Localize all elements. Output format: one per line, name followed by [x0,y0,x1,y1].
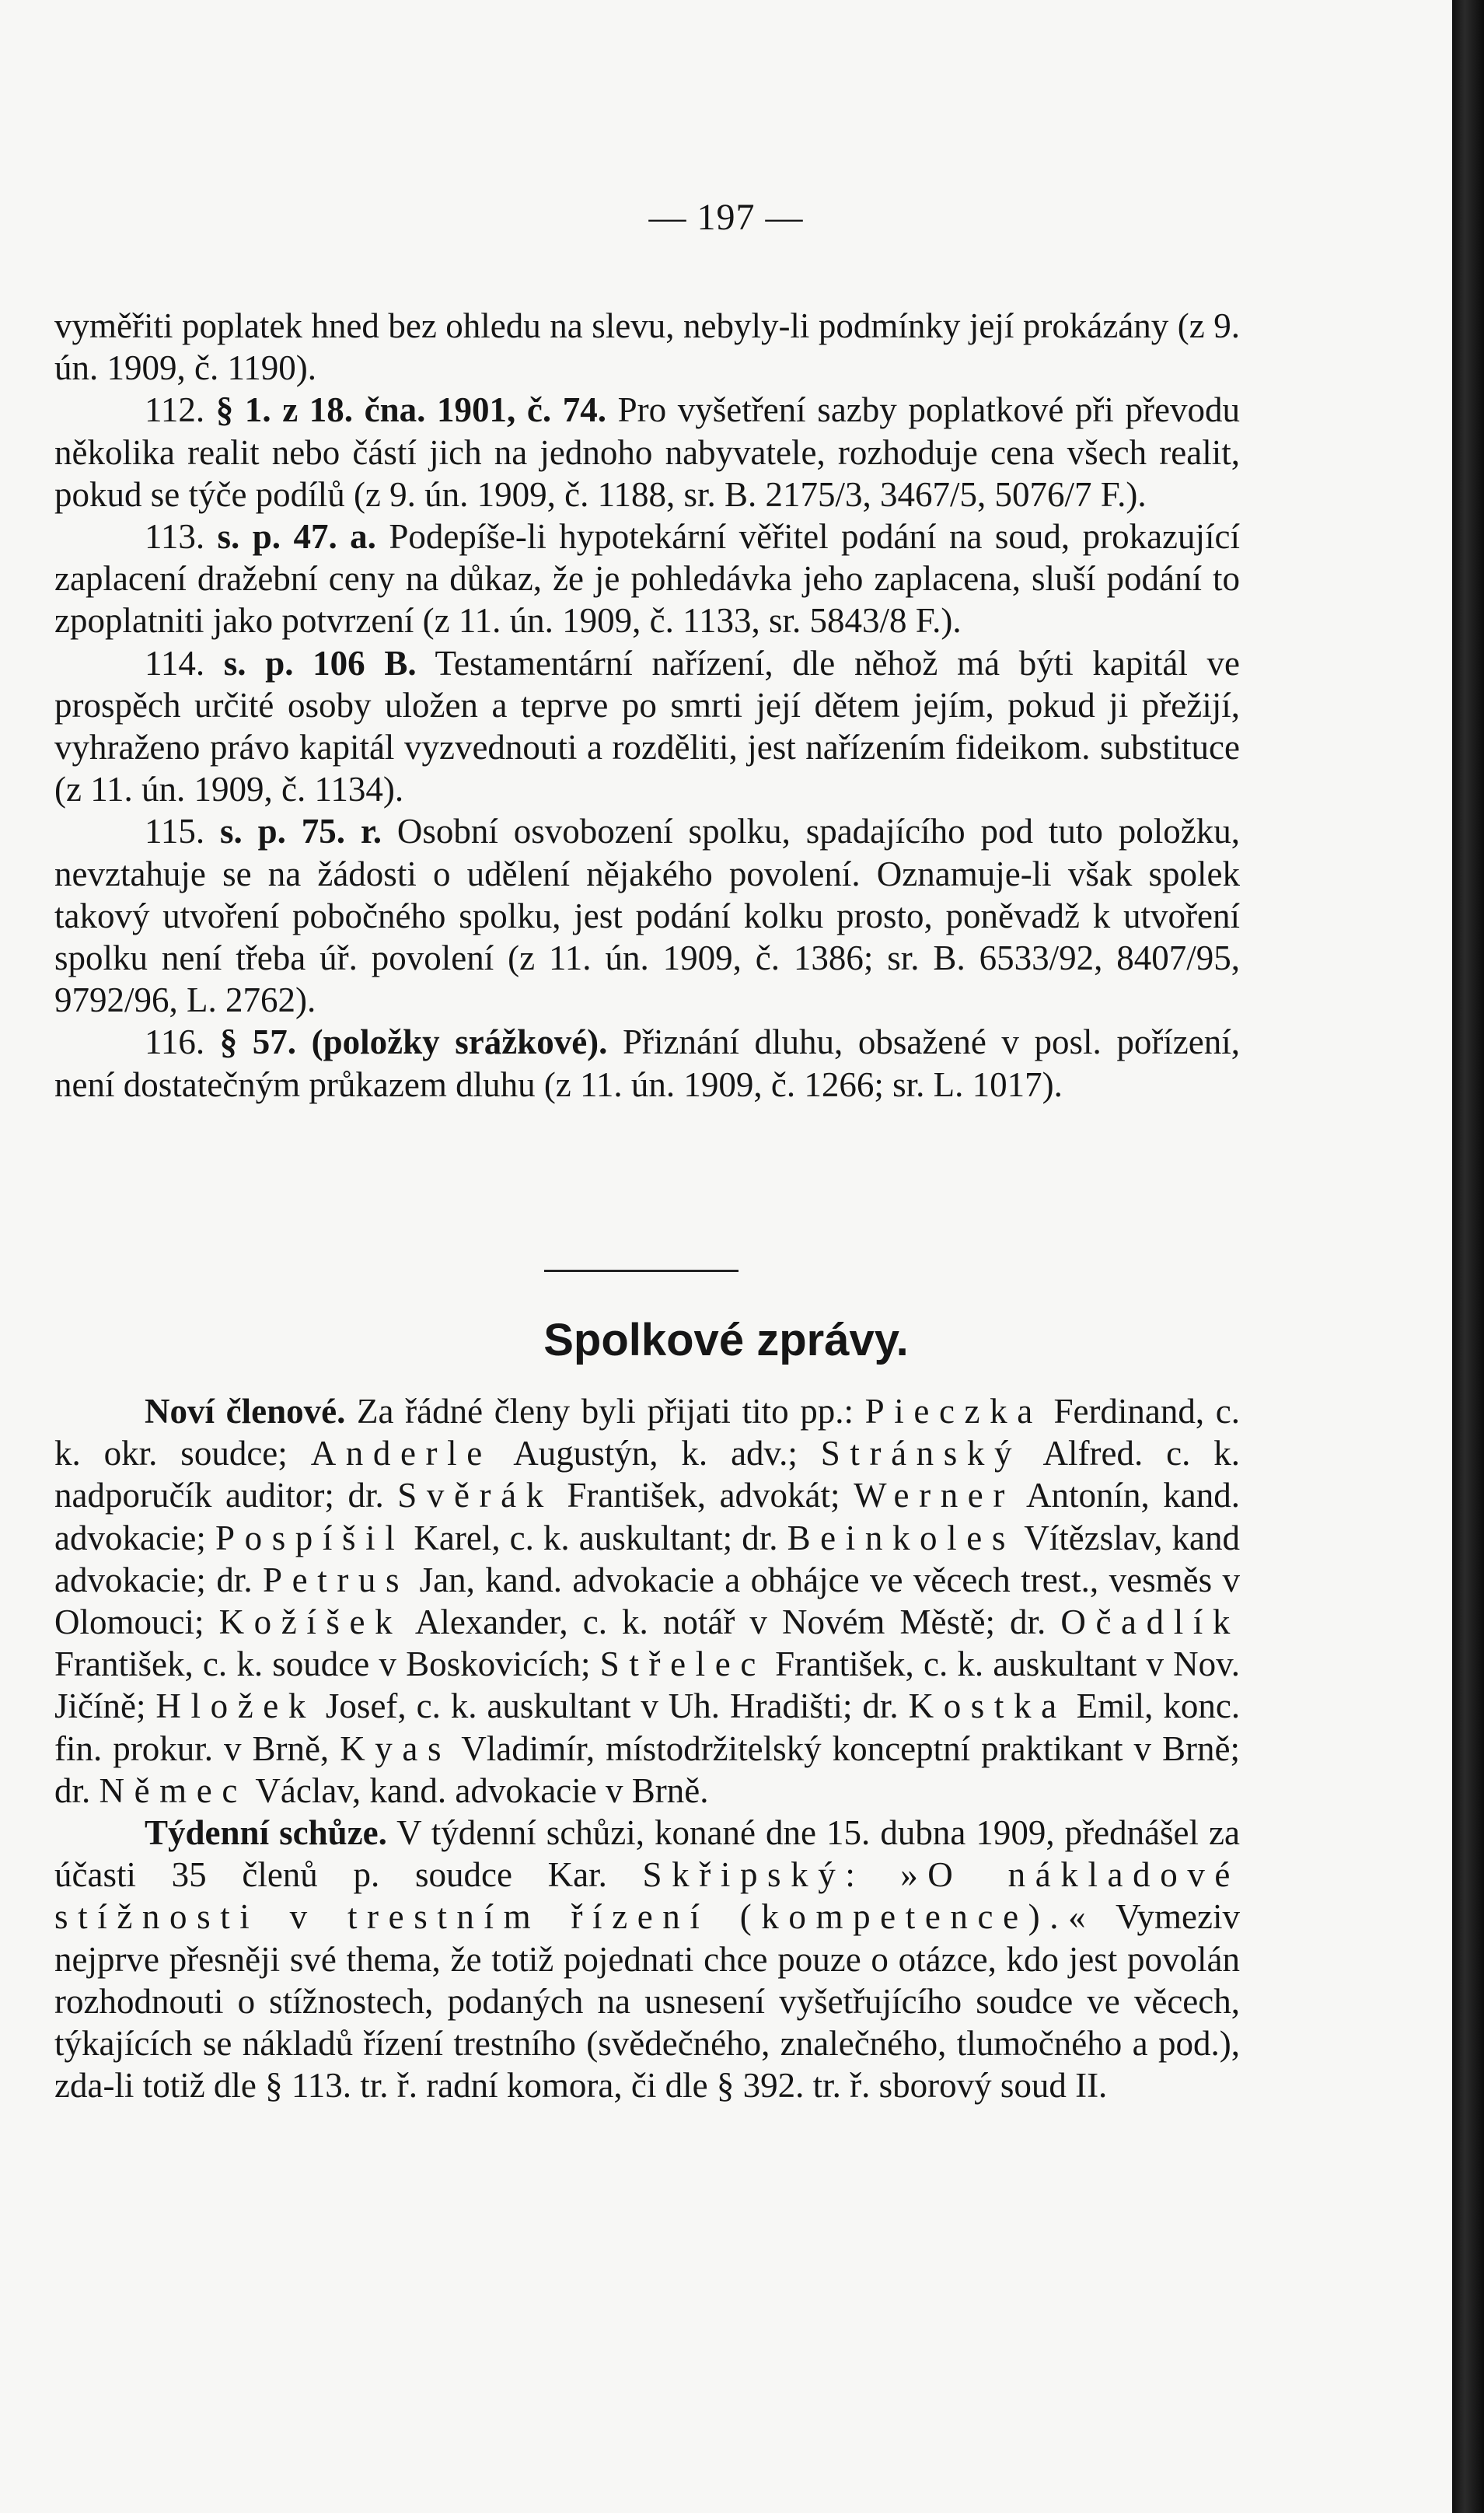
item-reference: s. p. 106 B. [223,643,417,683]
decisions-block [54,305,1240,1106]
text: V týdenní schůzi, konané dne 15. dubna 1909, přednášel za účasti 35 členů p. soudce Kar. [54,1813,1241,1895]
paragraph-115 [54,810,1240,1021]
member-name: Kyas [340,1728,452,1768]
item-number: 115. [145,812,205,851]
item-number: 112. [145,390,205,430]
text: Vítězslav, kand advokacie; dr. [54,1518,1240,1599]
item-reference: § 1. z 18. čna. 1901, č. 74. [215,390,606,430]
member-name: Pieczka [864,1392,1042,1431]
scan-edge [1452,0,1484,2513]
member-name: Svěrák [397,1476,553,1515]
item-number: 114. [145,643,205,683]
lecture-topic: »O nákladové stížnosti v trestním řízení (kompetence).« [54,1855,1241,1937]
paragraph-112 [54,389,1240,516]
paragraph-weekly-meeting [54,1812,1240,2106]
member-name: Kožíšek [218,1603,403,1642]
member-name: Anderle [310,1434,492,1473]
text: Vladimír, místodržitelský konceptní praktikant v Brně; dr. [54,1728,1240,1810]
paragraph-116 [54,1021,1240,1105]
text: Jan, kand. advokacie a obhájce ve věcech trest., vesměs v Olomouci; [54,1560,1241,1642]
member-name: Werner [854,1476,1014,1515]
text: Karel, c. k. auskultant; dr. [414,1518,778,1557]
member-name: Beinkoles [787,1518,1015,1557]
member-name: Petrus [263,1560,410,1599]
item-text: Přiznání dluhu, obsažené v posl. pořízení, není dostatečným průkazem dluhu (z 11. ún. 1909, č. 1266; sr. L. 1017). [54,1022,1241,1104]
text: František, c. k. soudce v Boskovicích; [54,1644,591,1684]
paragraph-lead: Noví členové. [145,1392,346,1431]
item-reference: s. p. 75. r. [219,812,382,851]
text: Alexander, c. k. notář v Novém Městě; dr. [414,1603,1046,1642]
member-name: Kostka [908,1686,1067,1726]
paragraph-new-members [54,1390,1240,1812]
text: Alfred. c. k. nadporučík auditor; dr. [54,1434,1240,1515]
text: Antonín, kand. advokacie; [54,1476,1240,1557]
text: Za řádné členy byli přijati tito pp.: [357,1392,854,1431]
member-name: Střelec [599,1644,766,1684]
member-name: Pospíšil [215,1518,405,1557]
text: Augustýn, k. adv.; [513,1434,798,1473]
text: Josef, c. k. auskultant v Uh. Hradišti; dr. [325,1686,899,1726]
paragraph-intro: vyměřiti poplatek hned bez ohledu na slevu, nebyly-li podmínky její prokázány (z 9. ún. 1909, č. 1190). [54,306,1240,388]
speaker-name: Skřipský: [642,1855,865,1895]
text: Václav, kand. advokacie v Brně. [255,1770,709,1810]
item-text: Osobní osvobození spolku, spadajícího pod tuto položku, nevztahuje se na žádosti o udělení nějakého povolení. Oznamuje-li však spolek takový utvoření pobočného spolku, jest podání kolku prosto, poněvadž k utvoření spolku není třeba úř. povolení (z 11. ún. 1909, č. 1386; sr. B. 6533/92, 8407/95, 9792/96, L. 2762). [54,812,1240,1020]
item-reference: s. p. 47. a. [217,517,376,557]
section-heading: Spolkové zprávy. [543,1315,909,1365]
member-name: Hložek [155,1686,316,1726]
item-text: Testamentární nařízení, dle něhož má býti kapitál ve prospěch určité osoby uložen a teprve po smrti její dětem jejím, pokud ji přežijí, vyhraženo právo kapitál vyzvednouti a rozděliti, jest nařízením fideikom. substituce (z 11. ún. 1909, č. 1134). [54,643,1241,809]
text: František, advokát; [567,1476,840,1515]
member-name: Stránský [820,1434,1022,1473]
page-number: — 197 — [648,197,804,238]
paragraph-lead: Týdenní schůze. [145,1813,387,1853]
item-number: 113. [145,517,205,557]
association-news-block [54,1390,1240,2106]
item-text: Pro vyšetření sazby poplatkové při převodu několika realit nebo částí jich na jednoho nabyvatele, rozhoduje cena všech realit, pokud se týče podílů (z 9. ún. 1909, č. 1188, sr. B. 2175/3, 3467/5, 5076/7 F.). [54,390,1241,514]
paragraph-114 [54,642,1240,811]
text: Ferdinand, c. k. okr. soudce; [54,1392,1241,1473]
text: Vymeziv nejprve přesněji své thema, že totiž pojednati chce pouze o otázce, kdo jest povolán rozhodnouti o stížnostech, podaných na usnesení vyšetřujícího soudce ve věcech, týkajících se nákladů řízení trestního (svědečného, znalečného, tlumočného a pod.), zda-li totiž dle § 113. tr. ř. radní komora, či dle § 392. tr. ř. sborový soud II. [54,1897,1240,2106]
text: Emil, konc. fin. prokur. v Brně, [54,1686,1241,1768]
text: František, c. k. auskultant v Nov. Jičíně; [54,1644,1240,1726]
section-divider [544,1270,739,1272]
member-name: Očadlík [1060,1603,1241,1642]
item-text: Podepíše-li hypotekární věřitel podání na soud, prokazující zaplacení dražební ceny na důkaz, že je pohledávka jeho zaplacena, sluší podání to zpoplatniti jako potvrzení (z 11. ún. 1909, č. 1133, sr. 5843/8 F.). [54,517,1241,641]
paragraph-113 [54,516,1240,642]
member-name: Němec [99,1770,247,1810]
item-reference: § 57. (položky srážkové). [219,1022,608,1062]
item-number: 116. [145,1022,205,1062]
